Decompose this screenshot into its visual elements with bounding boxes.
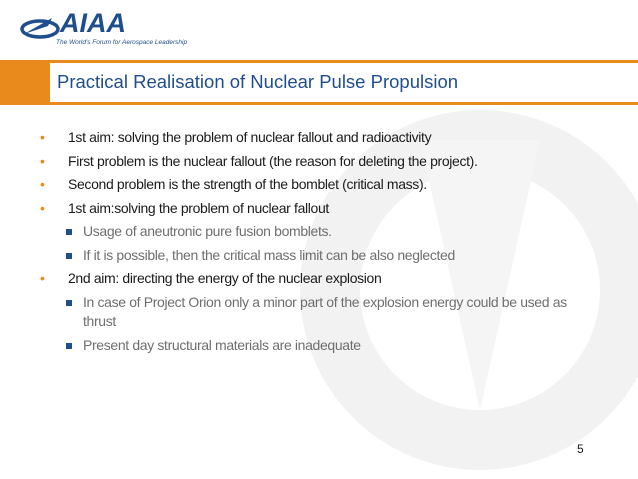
bullet-dot-icon: • xyxy=(40,129,45,145)
bullet-item xyxy=(40,199,600,219)
sub-bullet-square-icon xyxy=(66,229,72,235)
bullet-text: Second problem is the strength of the bomblet (critical mass). xyxy=(68,176,427,192)
bullet-item xyxy=(40,152,600,172)
bullet-text: 2nd aim: directing the energy of the nuclear explosion xyxy=(68,270,382,286)
bullet-text: 1st aim:solving the problem of nuclear fallout xyxy=(68,199,329,216)
sub-bullet-text: In case of Project Orion only a minor part of the explosion energy could be used as thrust xyxy=(83,293,567,329)
sub-bullet-text: Present day structural materials are inadequate xyxy=(83,336,361,353)
sub-bullet-item xyxy=(40,336,600,356)
page-number: 5 xyxy=(577,442,584,456)
sub-bullet-square-icon xyxy=(66,300,72,306)
bullet-text: 1st aim: solving the problem of nuclear fallout and radioactivity xyxy=(68,129,432,145)
bullet-dot-icon: • xyxy=(40,176,45,192)
sub-bullet-square-icon xyxy=(66,343,72,349)
bullet-list xyxy=(40,128,600,355)
sub-bullet-text: If it is possible, then the critical mass limit can be also neglected xyxy=(83,246,455,263)
logo-tagline: The World's Forum for Aerospace Leadership xyxy=(56,39,188,46)
bullet-item xyxy=(40,128,600,148)
bullet-dot-icon: • xyxy=(40,152,45,169)
sub-bullet-item xyxy=(40,222,600,242)
bullet-text: First problem is the nuclear fallout (the reason for deleting the project). xyxy=(68,152,478,169)
sub-bullet-square-icon xyxy=(66,253,72,259)
sub-bullet-item xyxy=(40,246,600,266)
sub-bullet-text: Usage of aneutronic pure fusion bomblets. xyxy=(83,223,332,239)
bullet-item xyxy=(40,175,600,195)
aiaa-logo xyxy=(18,6,188,52)
bullet-dot-icon: • xyxy=(40,199,45,216)
logo-wordmark: AIAA xyxy=(60,8,126,38)
slide-title: Practical Realisation of Nuclear Pulse Propulsion xyxy=(57,71,459,92)
bullet-dot-icon: • xyxy=(40,270,45,286)
sub-bullet-item xyxy=(40,293,583,332)
bullet-item xyxy=(40,269,600,289)
